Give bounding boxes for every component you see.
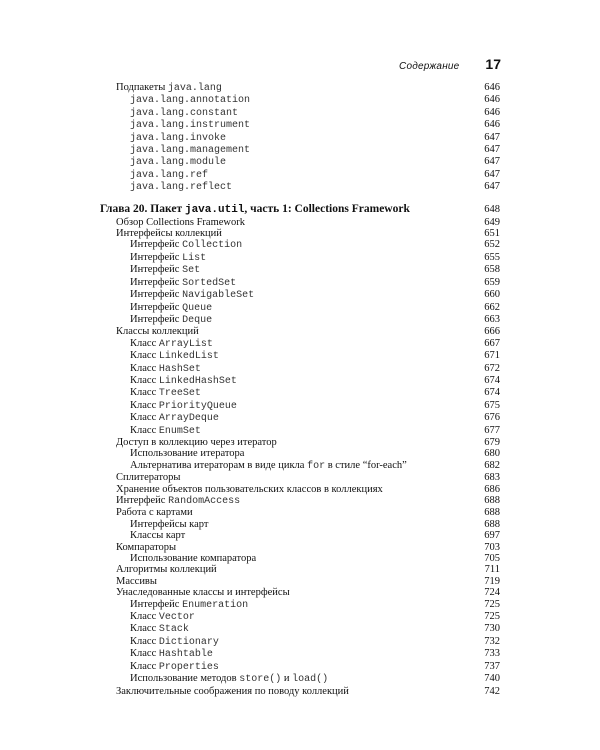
toc-entry-title <box>116 495 240 507</box>
toc-page-number: 674 <box>484 374 500 386</box>
toc-entry <box>100 686 500 697</box>
toc-entry-title <box>130 338 213 350</box>
code-text: Vector <box>158 612 195 624</box>
toc-page-number: 733 <box>484 648 500 660</box>
toc-page-number: 688 <box>484 507 500 519</box>
toc-entry-title <box>130 181 232 193</box>
title-text: Использование итератора <box>130 448 245 460</box>
toc-page-number: 663 <box>484 313 500 325</box>
title-text: Интерфейс <box>130 264 183 276</box>
toc-entry-title <box>130 636 219 648</box>
code-text: store() <box>239 674 282 686</box>
code-text: SortedSet <box>182 277 237 289</box>
toc-entry-title <box>130 553 256 564</box>
toc-entry <box>100 144 500 156</box>
toc-entry <box>100 228 500 239</box>
toc-entry <box>100 425 500 437</box>
code-text: RandomAccess <box>168 496 241 507</box>
code-text: Properties <box>158 661 219 673</box>
toc-page-number: 703 <box>484 541 500 553</box>
code-text: ArrayList <box>158 338 213 350</box>
toc-page-number: 725 <box>484 598 500 610</box>
toc-page-number: 705 <box>484 553 500 565</box>
toc-entry-title <box>116 686 349 697</box>
code-text: java.lang.module <box>130 157 227 169</box>
toc-entry-title <box>130 448 244 459</box>
toc-page-number: 679 <box>484 436 500 448</box>
title-text: Классы карт <box>130 530 186 542</box>
title-text: Класс <box>130 337 159 349</box>
toc-page-number: 683 <box>484 472 500 484</box>
chapter-heading <box>100 202 500 217</box>
toc-page-number: 646 <box>484 106 500 118</box>
toc-page-number: 655 <box>484 251 500 263</box>
toc-page-number: 676 <box>484 412 500 424</box>
code-text: NavigableSet <box>182 290 255 302</box>
toc-page-number: 646 <box>484 119 500 131</box>
toc-page-number: 659 <box>484 276 500 288</box>
toc-entry <box>100 302 500 314</box>
code-text: Set <box>182 265 201 277</box>
title-text: Использование методов <box>130 673 240 685</box>
toc-entry <box>100 363 500 375</box>
toc-page-number: 682 <box>484 459 500 471</box>
toc-entry-title <box>130 94 250 106</box>
code-text: java.lang.instrument <box>130 120 251 132</box>
title-text: Класс <box>130 387 159 399</box>
code-text: java.lang <box>167 83 222 94</box>
code-text: LinkedList <box>158 351 219 363</box>
toc-entry-title <box>116 217 245 228</box>
toc-page-number: 688 <box>484 518 500 530</box>
code-text: java.lang.constant <box>130 107 239 119</box>
code-text: java.lang.invoke <box>130 132 227 144</box>
toc-entry-title <box>116 472 180 483</box>
toc-entry-title <box>130 119 250 131</box>
code-text: EnumSet <box>158 425 201 437</box>
title-text: Интерфейс <box>130 289 183 301</box>
title-text: Класс <box>130 374 159 386</box>
toc-entry-title <box>130 648 213 660</box>
title-text: Класс <box>130 399 159 411</box>
code-text: List <box>182 252 207 264</box>
toc-page-number: 680 <box>484 448 500 460</box>
toc-entry <box>100 437 500 448</box>
title-text: Унаследованные классы и интерфейсы <box>116 587 290 599</box>
toc-page-number: 686 <box>484 483 500 495</box>
title-text: Классы коллекций <box>116 326 199 338</box>
code-text: TreeSet <box>158 388 201 400</box>
toc-entry <box>100 338 500 350</box>
toc-entry-title <box>130 412 219 424</box>
toc-page-number: 651 <box>484 228 500 240</box>
toc-entry <box>100 564 500 575</box>
toc-entry-title <box>130 314 212 326</box>
toc-page-number: 677 <box>484 424 500 436</box>
toc-entry-title <box>130 363 201 375</box>
toc-entry-title <box>130 239 242 251</box>
toc-page-number: 666 <box>484 326 500 338</box>
toc-page-number: 688 <box>484 495 500 506</box>
code-text: Dictionary <box>158 636 219 648</box>
title-text: Класс <box>130 635 159 647</box>
code-text: Deque <box>182 314 213 326</box>
toc-entry <box>100 375 500 387</box>
toc-entry-title <box>116 542 176 553</box>
code-text: PriorityQueue <box>158 400 237 412</box>
code-text: LinkedHashSet <box>158 375 237 387</box>
toc-entry <box>100 400 500 412</box>
code-text: java.util <box>184 203 245 216</box>
toc-entry <box>100 599 500 611</box>
toc-entry <box>100 495 500 507</box>
toc-page-number: 647 <box>484 131 500 143</box>
title-text: Сплитераторы <box>116 472 181 484</box>
title-text: в стиле “for-each” <box>325 459 407 471</box>
title-text: Алгоритмы коллекций <box>116 564 217 576</box>
toc-entry-title <box>130 144 250 156</box>
toc-entry-title <box>130 107 238 119</box>
toc-entry <box>100 661 500 673</box>
toc-entry <box>100 107 500 119</box>
toc-entry <box>100 412 500 424</box>
title-text: Класс <box>130 362 159 374</box>
toc-entry-title <box>130 252 206 264</box>
toc-page-number: 660 <box>484 289 500 301</box>
toc-entry <box>100 387 500 399</box>
toc-entry-title <box>130 460 407 472</box>
toc-entry <box>100 82 500 94</box>
title-text: Хранение объектов пользовательских классов в коллекциях <box>116 483 383 495</box>
toc-entry-title <box>130 169 208 181</box>
toc-page-number: 719 <box>484 575 500 587</box>
page-header <box>0 56 501 72</box>
toc-entry <box>100 648 500 660</box>
title-text: , часть 1: Collections Framework <box>244 202 410 215</box>
title-text: Класс <box>130 350 159 362</box>
toc-entry <box>100 239 500 251</box>
title-text: Класс <box>130 412 159 424</box>
toc-entry <box>100 673 500 685</box>
title-text: Интерфейс <box>130 301 183 313</box>
toc-entry <box>100 530 500 541</box>
title-text: Интерфейсы коллекций <box>116 228 222 240</box>
toc-page-number: 646 <box>484 94 500 106</box>
toc-page-number: 724 <box>484 587 500 599</box>
toc-page-number: 740 <box>484 673 500 685</box>
title-text: Интерфейс <box>130 598 183 610</box>
title-text: Класс <box>130 648 159 660</box>
toc-entry <box>100 636 500 648</box>
toc-page-number: 697 <box>484 530 500 542</box>
code-text: Hashtable <box>158 649 213 661</box>
code-text: load() <box>292 674 329 686</box>
toc-entry-title <box>116 326 199 337</box>
toc-entry <box>100 350 500 362</box>
title-text: Интерфейсы карт <box>130 518 209 530</box>
toc-entry-title <box>116 228 222 239</box>
code-text: Collection <box>182 240 243 252</box>
toc-page-number: 667 <box>484 337 500 349</box>
toc-entry-title <box>116 564 217 575</box>
toc-entry <box>100 156 500 168</box>
toc-entry-title <box>116 437 277 448</box>
toc-entry <box>100 519 500 530</box>
toc-page-number: 742 <box>484 685 500 697</box>
toc-entry <box>100 623 500 635</box>
toc-page-number: 737 <box>484 660 500 672</box>
title-text: Компараторы <box>116 541 177 553</box>
toc-entry <box>100 576 500 587</box>
toc-entry <box>100 264 500 276</box>
toc-entry <box>100 169 500 181</box>
title-text: Класс <box>130 623 159 635</box>
toc-page-number: 647 <box>484 168 500 180</box>
toc-entry <box>100 217 500 228</box>
page-number: 17 <box>485 56 501 72</box>
title-text: Массивы <box>116 575 157 587</box>
toc-entry-title <box>116 484 383 495</box>
toc-entry <box>100 314 500 326</box>
title-text: Интерфейс <box>130 239 183 251</box>
title-text: Работа с картами <box>116 507 193 519</box>
toc-entry-title <box>116 507 193 518</box>
title-text: Обзор Collections Framework <box>116 216 245 228</box>
title-text: Подпакеты <box>116 82 168 93</box>
title-text: Доступ в коллекцию через итератор <box>116 436 277 448</box>
toc-entry <box>100 252 500 264</box>
code-text: java.lang.ref <box>130 169 209 181</box>
toc-entry-title <box>130 425 201 437</box>
toc-page-number: 647 <box>484 156 500 168</box>
toc-entry-title <box>130 623 189 635</box>
toc-page-number: 647 <box>484 181 500 193</box>
toc-page-number: 675 <box>484 399 500 411</box>
toc-page-number: 732 <box>484 635 500 647</box>
title-text: Класс <box>130 424 159 436</box>
toc-entry-title <box>130 599 248 611</box>
toc-entry-title <box>130 132 226 144</box>
toc-entry-title <box>116 82 222 94</box>
toc-entry-title <box>130 156 226 168</box>
toc-entry-title <box>130 264 200 276</box>
title-text: Класс <box>130 611 159 623</box>
code-text: Queue <box>182 302 213 314</box>
title-text: Интерфейс <box>130 276 183 288</box>
toc-page-number: 649 <box>484 216 500 228</box>
running-head-title: Содержание <box>399 61 460 72</box>
title-text: и <box>281 673 293 685</box>
toc-entry <box>100 94 500 106</box>
title-text: Класс <box>130 660 159 672</box>
toc-entry <box>100 460 500 472</box>
toc-entry <box>100 132 500 144</box>
code-text: java.lang.management <box>130 145 251 157</box>
toc-page-number: 648 <box>484 203 500 215</box>
title-text: Альтернатива итераторам в виде цикла <box>130 459 308 471</box>
toc-page-number: 672 <box>484 362 500 374</box>
title-text: Интерфейс <box>130 251 183 263</box>
toc-page-number: 658 <box>484 264 500 276</box>
toc-entry <box>100 289 500 301</box>
title-text: Интерфейс <box>116 495 169 506</box>
title-text: Использование компаратора <box>130 553 257 565</box>
toc-entry <box>100 181 500 193</box>
title-text: Заключительные соображения по поводу коллекций <box>116 685 349 697</box>
toc-entry-title <box>130 387 201 399</box>
toc-entry <box>100 611 500 623</box>
toc-page-number: 671 <box>484 350 500 362</box>
toc-entry <box>100 326 500 337</box>
toc-entry-title <box>130 673 328 685</box>
toc-entry <box>100 277 500 289</box>
toc-entry-title <box>130 530 185 541</box>
toc-page-number: 652 <box>484 239 500 251</box>
toc-entry <box>100 507 500 518</box>
code-text: Enumeration <box>182 599 249 611</box>
toc-entry-title <box>100 202 410 217</box>
toc-entry <box>100 484 500 495</box>
toc-entry-title <box>130 277 236 289</box>
code-text: java.lang.reflect <box>130 182 233 194</box>
toc-entry <box>100 119 500 131</box>
toc-page-number: 662 <box>484 301 500 313</box>
code-text: Stack <box>158 624 189 636</box>
toc-page-number: 725 <box>484 611 500 623</box>
toc-entry-title <box>130 302 212 314</box>
toc-entry <box>100 472 500 483</box>
toc-entry-title <box>130 611 195 623</box>
toc-entry-title <box>130 400 237 412</box>
code-text: ArrayDeque <box>158 413 219 425</box>
toc-entry <box>100 542 500 553</box>
toc-entry <box>100 553 500 564</box>
toc-entry-title <box>130 289 254 301</box>
toc-page-number: 647 <box>484 144 500 156</box>
toc-page-number: 730 <box>484 623 500 635</box>
toc-entry-title <box>130 661 219 673</box>
title-text: Интерфейс <box>130 313 183 325</box>
code-text: java.lang.annotation <box>130 95 251 107</box>
toc-entry-title <box>130 350 219 362</box>
code-text: HashSet <box>158 363 201 375</box>
toc-entry <box>100 587 500 598</box>
table-of-contents <box>100 82 500 697</box>
toc-entry-title <box>130 519 208 530</box>
toc-entry-title <box>116 587 290 598</box>
toc-entry-title <box>130 375 237 387</box>
toc-page-number: 646 <box>484 82 500 93</box>
title-text: Глава 20. Пакет <box>100 202 185 215</box>
code-text: for <box>307 460 326 472</box>
toc-page-number: 711 <box>484 564 500 576</box>
toc-entry-title <box>116 576 157 587</box>
toc-page-number: 674 <box>484 387 500 399</box>
toc-entry <box>100 448 500 459</box>
